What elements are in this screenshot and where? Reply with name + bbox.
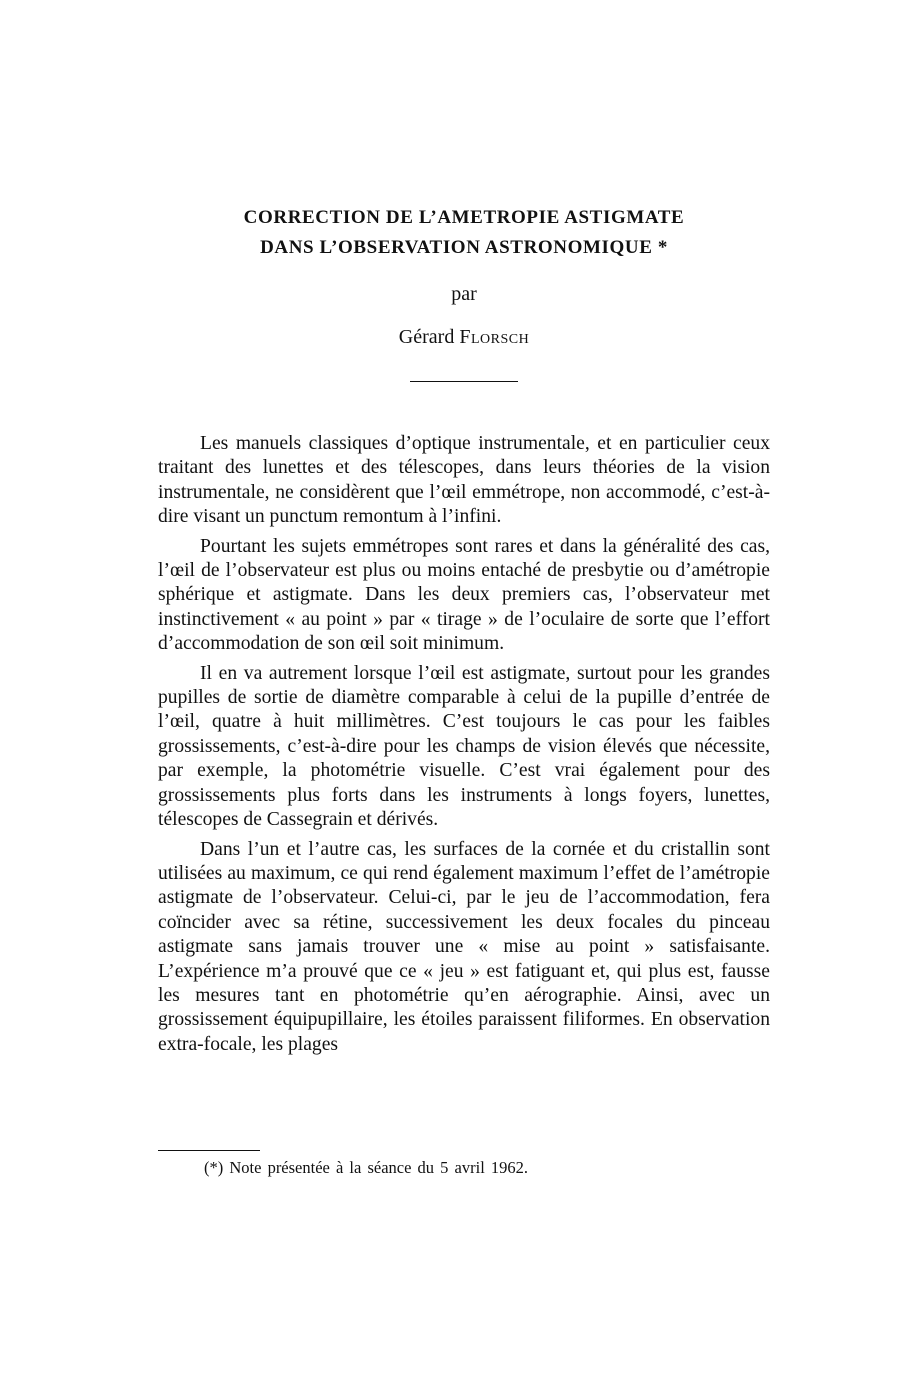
title-separator-rule <box>410 381 518 382</box>
footnote-separator-rule <box>158 1150 260 1151</box>
by-label: par <box>451 283 477 305</box>
paragraph-4: Dans l’un et l’autre cas, les surfaces de la cornée et du cristallin sont utilisées au maximum, ce qui rend également maximum l’effet de l’amétropie astigmate de l’observateur. Celui-ci, par le jeu de l’accommodation, fera coïncider avec sa rétine, successivement les deux focales du pinceau astigmate sans jamais trouver une « mise au point » satisfaisante. L’expérience m’a prouvé que ce « jeu » est fatiguant et, qui plus est, fausse les mesures tant en photométrie qu’en aérographie. Ainsi, avec un grossissement équipupillaire, les étoiles paraissent filiformes. En observation extra-focale, les plages <box>158 838 770 1055</box>
paragraph-1: Les manuels classiques d’optique instrumentale, et en particulier ceux traitant des lunettes et des télescopes, dans leurs théories de la vision instrumentale, ne considèrent que l’œil emmétrope, non accommodé, c’est-à-dire visant un punctum remontum à l’infini. <box>158 433 770 528</box>
footnote: (*) Note présentée à la séance du 5 avril 1962. <box>204 1158 529 1177</box>
author-last-name: Florsch <box>459 326 530 348</box>
title-line-2: DANS L’OBSERVATION ASTRONOMIQUE * <box>260 237 668 258</box>
author-first-name: Gérard <box>398 326 455 348</box>
paragraph-3: Il en va autrement lorsque l’œil est astigmate, surtout pour les grandes pupilles de sortie de diamètre comparable à celui de la pupille d’entrée de l’œil, quatre à huit millimètres. C’est toujours le cas pour les faibles grossissements, c’est-à-dire pour les champs de vision élevés que nécessite, par exemple, la photométrie visuelle. C’est vrai également pour des grossissements plus forts dans les instruments à longs foyers, lunettes, télescopes de Cassegrain et dérivés. <box>158 662 770 831</box>
article-body <box>158 432 770 1062</box>
author-name <box>158 323 770 351</box>
title-line-1: CORRECTION DE L’AMETROPIE ASTIGMATE <box>243 207 685 228</box>
paragraph-2: Pourtant les sujets emmétropes sont rares et dans la généralité des cas, l’œil de l’observateur est plus ou moins entaché de presbytie ou d’amétropie sphérique et astigmate. Dans les deux premiers cas, l’observateur met instinctivement « au point » par « tirage » de l’oculaire de sorte que l’effort d’accommodation de son œil soit minimum. <box>158 535 770 655</box>
